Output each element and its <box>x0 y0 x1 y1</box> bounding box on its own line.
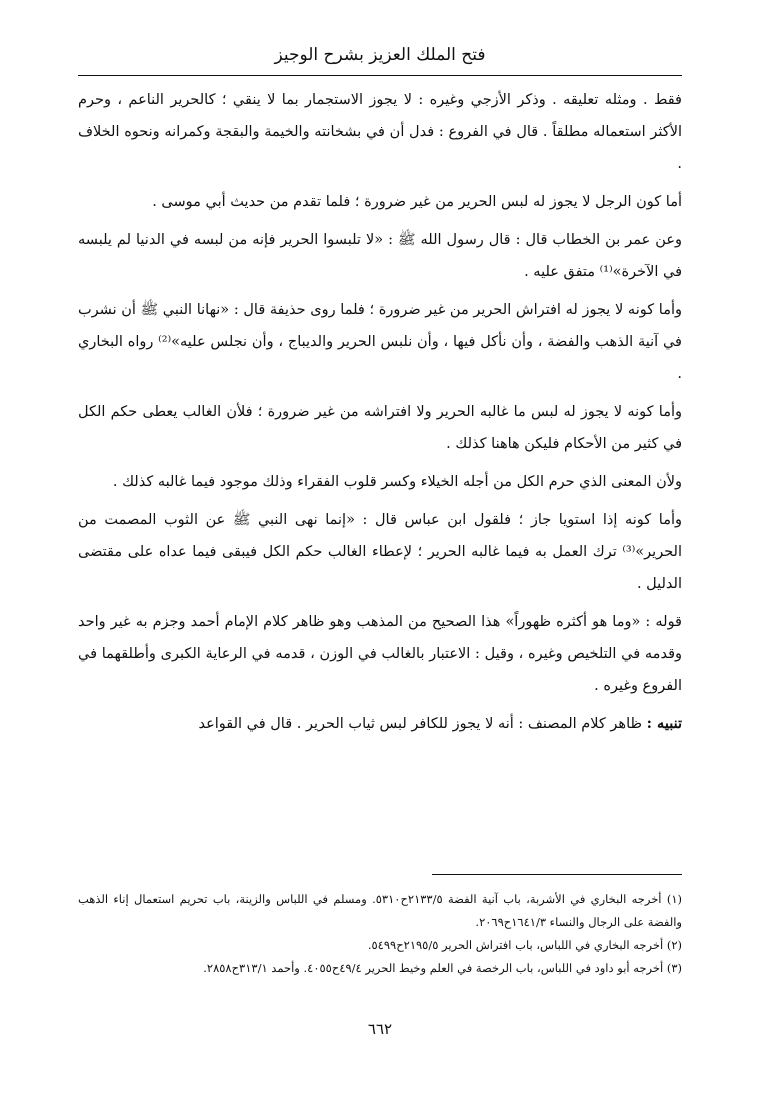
paragraph: أما كون الرجل لا يجوز له لبس الحرير من غير ضرورة ؛ فلما تقدم من حديث أبي موسى . <box>152 194 682 210</box>
paragraph: ولأن المعنى الذي حرم الكل من أجله الخيلاء وكسر قلوب الفقراء وذلك موجود فيما غالبه كذلك . <box>112 474 682 490</box>
header-rule <box>78 75 682 76</box>
footnote: (٢) أخرجه البخاري في اللباس، باب افتراش الحرير ٢١٩٥/٥ح٥٤٩٩. <box>367 938 682 952</box>
note-paragraph <box>78 708 682 740</box>
note-text: ظاهر كلام المصنف : أنه لا يجوز للكافر لبس ثياب الحرير . قال في القواعد <box>198 716 643 732</box>
paragraph: قوله : «وما هو أكثره ظهوراً» هذا الصحيح من المذهب وهو ظاهر كلام الإمام أحمد وجزم به غير واحد وقدمه في التلخيص وغيره ، وقيل : الاعتبار بالغالب في الوزن ، قدمه في الرعاية الكبرى وأطلقهما في الفروع وغيره . <box>78 614 682 694</box>
footnote: (١) أخرجه البخاري في الأشربة، باب آنية الفضة ٢١٣٣/٥ح٥٣١٠. ومسلم في اللباس والزينة، باب تحريم استعمال إناء الذهب والفضة على الرجال والنساء ١٦٤١/٣ح٢٠٦٩. <box>78 892 682 929</box>
footnote: (٣) أخرجه أبو داود في اللباس، باب الرخصة في العلم وخيط الحرير ٤٩/٤ح٤٠٥٥. وأحمد ٣١٣/١ح٢٨٥٨. <box>203 961 682 975</box>
paragraph: وأما كونه إذا استويا جاز ؛ فلقول ابن عباس قال : «إنما نهى النبي ﷺ عن الثوب المصمت من الحرير»⁽³⁾ ترك العمل به فيما غالبه الحرير ؛ لإعطاء الغالب حكم الكل فيبقى فيما عداه على مقتضى الدليل . <box>78 512 682 592</box>
footnotes <box>78 888 682 980</box>
note-label: تنبيه : <box>646 715 682 732</box>
paragraph: وأما كونه لا يجوز له لبس ما غالبه الحرير ولا افتراشه من غير ضرورة ؛ فلأن الغالب يعطى حكم الكل في كثير من الأحكام فليكن هاهنا كذلك . <box>78 404 682 452</box>
paragraph: وعن عمر بن الخطاب قال : قال رسول الله ﷺ : «لا تلبسوا الحرير فإنه من لبسه في الدنيا لم يلبسه في الآخرة»⁽¹⁾ متفق عليه . <box>78 232 682 280</box>
page-number: ٦٦٢ <box>367 1020 393 1038</box>
paragraph: وأما كونه لا يجوز له افتراش الحرير من غير ضرورة ؛ فلما روى حذيفة قال : «نهانا النبي ﷺ أن نشرب في آنية الذهب والفضة ، وأن نأكل فيها ، وأن نلبس الحرير والديباج ، وأن نجلس عليه»⁽²⁾ رواه البخاري . <box>78 302 682 382</box>
paragraph: فقط . ومثله تعليقه . وذكر الأزجي وغيره : لا يجوز الاستجمار بما لا ينقي ؛ كالحرير الناعم ، وحرم الأكثر استعماله مطلقاً . قال في الفروع : فدل أن في بشخانته والخيمة والبقجة وكمرانه ونحوه الخلاف . <box>78 92 682 172</box>
main-text <box>78 84 682 746</box>
running-header: فتح الملك العزيز بشرح الوجيز <box>274 45 486 65</box>
footnote-rule <box>432 874 682 875</box>
